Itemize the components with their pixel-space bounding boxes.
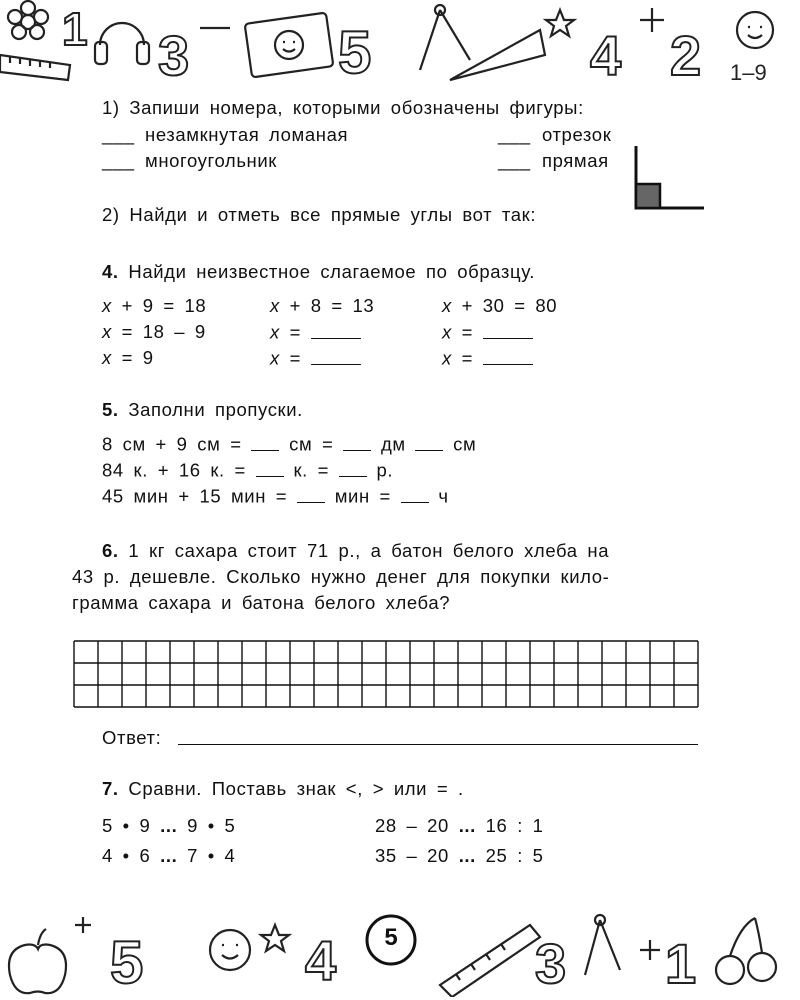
compare-slot[interactable]: ... xyxy=(458,815,476,836)
answer-blank[interactable] xyxy=(311,321,361,339)
q1-item-line: прямая xyxy=(542,150,609,171)
q7-row1-right: 28 – 20 ... 16 : 1 xyxy=(375,815,544,836)
q4-col2-line3: x = xyxy=(270,347,361,370)
q1-blank-4: ___ xyxy=(498,150,531,171)
answer-blank[interactable] xyxy=(339,459,367,477)
flower-icon xyxy=(8,1,48,39)
q4-title: Найди неизвестное слагаемое по образцу. xyxy=(128,261,535,282)
q4-heading xyxy=(102,261,535,283)
number-four-glyph: 4 xyxy=(590,24,622,87)
q4-col3-line1: x + 30 = 80 xyxy=(442,295,558,316)
banknote-icon xyxy=(245,13,334,78)
q5-number: 5. xyxy=(102,399,119,420)
solution-grid[interactable] xyxy=(72,639,700,709)
set-square-icon xyxy=(450,30,545,80)
smiley-face-icon xyxy=(210,930,250,970)
ruler-icon xyxy=(440,925,540,997)
compare-slot[interactable]: ... xyxy=(458,845,476,866)
q5-heading xyxy=(102,399,303,421)
number-five-glyph: 5 xyxy=(110,929,144,996)
answer-blank[interactable] xyxy=(256,459,284,477)
q2-title: 2) Найди и отметь все прямые углы вот так: xyxy=(102,204,537,225)
compare-slot[interactable]: ... xyxy=(160,845,178,866)
star-icon xyxy=(546,10,574,36)
plus-sign-icon xyxy=(640,8,664,32)
smiley-face-icon xyxy=(737,12,773,48)
q4-col1-line1: x + 9 = 18 xyxy=(102,295,207,316)
q7-row2-right: 35 – 20 ... 25 : 5 xyxy=(375,845,544,866)
q4-col2-line2: x = xyxy=(270,321,361,344)
q7-heading xyxy=(102,778,464,800)
q1-blank-2: ___ xyxy=(498,124,531,145)
q1-blank-3: ___ xyxy=(102,150,135,171)
q5-line2: 84 к. + 16 к. = к. = р. xyxy=(102,459,394,481)
q6-answer-label: Ответ: xyxy=(102,727,162,748)
compass-icon xyxy=(420,5,470,70)
q1-item-open-polyline: незамкнутая ломаная xyxy=(145,124,349,145)
plus-sign-icon xyxy=(640,940,660,960)
answer-blank[interactable] xyxy=(483,347,533,365)
q6-line1: 6. 1 кг сахара стоит 71 р., а батон белого хлеба на xyxy=(102,540,610,561)
answer-blank[interactable] xyxy=(415,433,443,451)
q6-line3: грамма сахара и батона белого хлеба? xyxy=(72,592,451,613)
q4-col3-line3: x = xyxy=(442,347,533,370)
number-four-glyph: 4 xyxy=(305,929,337,992)
q7-title: Сравни. Поставь знак <, > или = . xyxy=(128,778,464,799)
q5-title: Заполни пропуски. xyxy=(128,399,303,420)
digits-doodle: 1–9 xyxy=(730,60,767,85)
right-angle-mark-example xyxy=(628,142,708,212)
number-three-glyph: 3 xyxy=(535,932,567,995)
number-one-glyph: 1 xyxy=(62,3,88,55)
q4-col1-line3: x = 9 xyxy=(102,347,154,368)
answer-blank[interactable] xyxy=(251,433,279,451)
q7-row2-left: 4 • 6 ... 7 • 4 xyxy=(102,845,236,866)
top-decorative-border xyxy=(0,0,800,92)
q6-number: 6. xyxy=(102,540,119,561)
q5-line1: 8 см + 9 см = см = дм см xyxy=(102,433,477,455)
ruler-icon xyxy=(0,55,70,80)
star-icon xyxy=(261,925,289,951)
q1-title: 1) Запиши номера, которыми обозначены фигуры: xyxy=(102,97,584,118)
q6-line2: 43 р. дешевле. Сколько нужно денег для покупки кило- xyxy=(72,566,610,587)
compare-slot[interactable]: ... xyxy=(160,815,178,836)
number-five-glyph: 5 xyxy=(338,19,372,86)
q6-answer-line[interactable] xyxy=(178,744,698,745)
q4-col1-line2: x = 18 – 9 xyxy=(102,321,206,342)
q7-number: 7. xyxy=(102,778,119,799)
q1-blank-1: ___ xyxy=(102,124,135,145)
q4-col2-line1: x + 8 = 13 xyxy=(270,295,375,316)
cherries-icon xyxy=(716,918,776,984)
bottom-decorative-border xyxy=(0,905,800,997)
headphones-icon xyxy=(95,23,149,64)
answer-blank[interactable] xyxy=(343,433,371,451)
page-number: 5 xyxy=(384,924,398,951)
answer-blank[interactable] xyxy=(401,485,429,503)
answer-blank[interactable] xyxy=(297,485,325,503)
q4-col3-line2: x = xyxy=(442,321,533,344)
number-one-glyph: 1 xyxy=(665,932,697,995)
number-two-glyph: 2 xyxy=(670,24,702,87)
q7-row1-left: 5 • 9 ... 9 • 5 xyxy=(102,815,236,836)
q1-item-segment: отрезок xyxy=(542,124,612,145)
q5-line3: 45 мин + 15 мин = мин = ч xyxy=(102,485,449,507)
apple-icon xyxy=(9,929,66,993)
answer-blank[interactable] xyxy=(311,347,361,365)
plus-sign-icon xyxy=(75,917,91,933)
compass-icon xyxy=(585,915,620,975)
answer-blank[interactable] xyxy=(483,321,533,339)
q1-item-polygon: многоугольник xyxy=(145,150,277,171)
q4-number: 4. xyxy=(102,261,119,282)
number-three-glyph: 3 xyxy=(158,24,190,87)
